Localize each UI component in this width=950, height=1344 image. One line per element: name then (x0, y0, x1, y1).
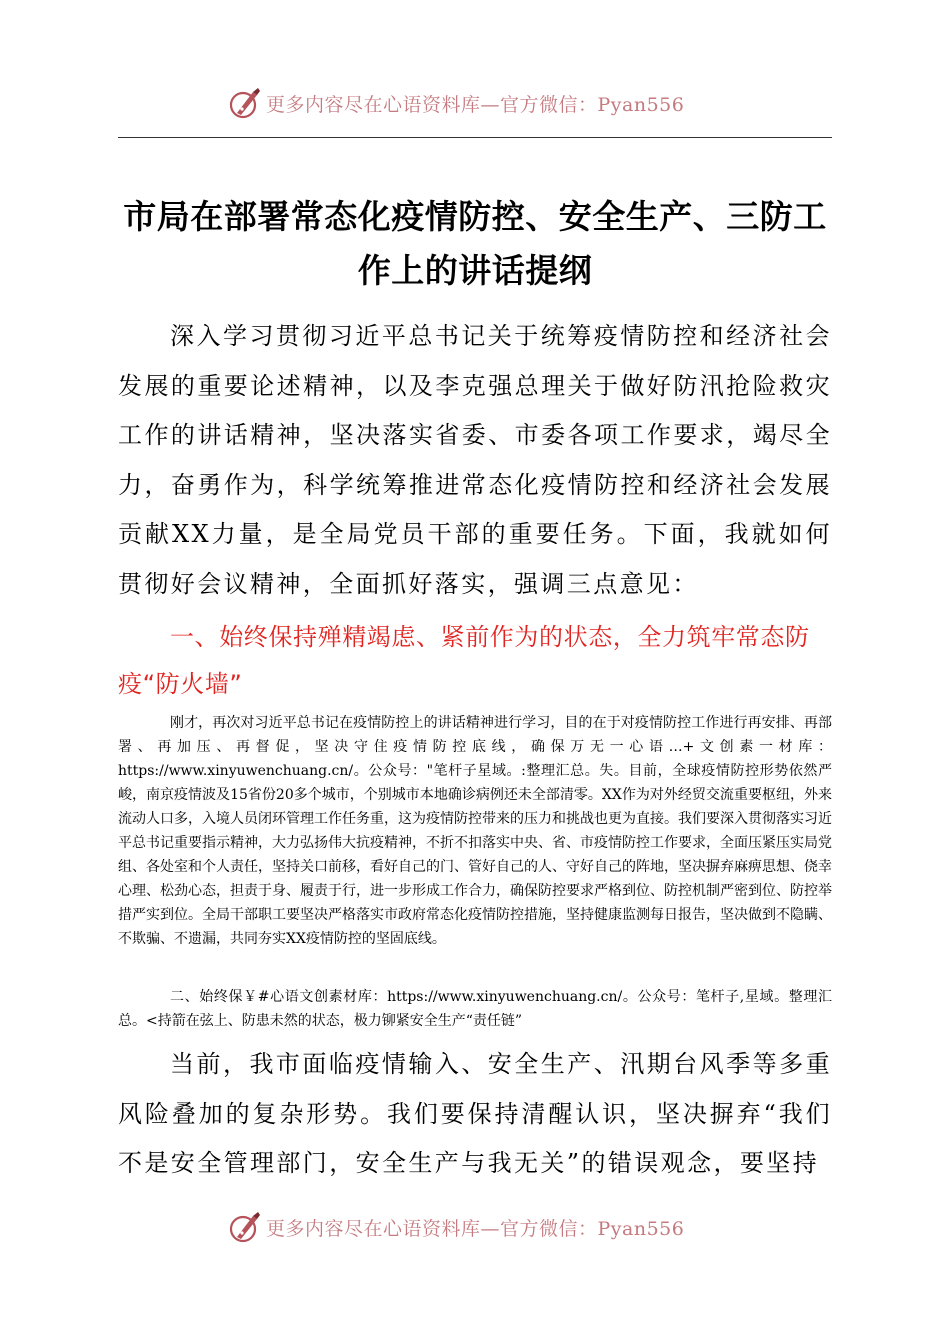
pen-nib-logo-icon (228, 86, 262, 120)
footer-banner (228, 1209, 722, 1245)
footer-banner-text: 更多内容尽在心语资料库—官方微信：Pyan556 (266, 1217, 685, 1240)
pen-nib-logo-icon (228, 1210, 262, 1244)
body-paragraph-large: 当前，我市面临疫情输入、安全生产、汛期台风季等多重风险叠加的复杂形势。我们要保持清醒认识，坚决摒弃“我们不是安全管理部门，安全生产与我无关”的错误观念，要坚持 (118, 1050, 832, 1177)
body-paragraph-small-2: 二、始终保￥#心语文创素材库：https://www.xinyuwenchuang.cn/。公众号：笔杆子,星域。整理汇总。<持箭在弦上、防患未然的状态，极力铆紧安全生产“责任链” (118, 989, 832, 1029)
section-heading-1: 一、始终保持殚精竭虑、紧前作为的状态，全力筑牢常态防疫“防火墙” (118, 623, 810, 698)
intro-paragraph: 深入学习贯彻习近平总书记关于统筹疫情防控和经济社会发展的重要论述精神，以及李克强总理关于做好防汛抢险救灾工作的讲话精神，坚决落实省委、市委各项工作要求，竭尽全力，奋勇作为，科学统筹推进常态化疫情防控和经济社会发展贡献XX力量，是全局党员干部的重要任务。下面，我就如何贯彻好会议精神，全面抓好落实，强调三点意见： (118, 322, 832, 598)
header-divider (118, 137, 832, 138)
body-paragraph-small-1: 刚才，再次对习近平总书记在疫情防控上的讲话精神进行学习，目的在于对疫情防控工作进行再安排、再部署、再加压、再督促，坚决守住疫情防控底线，确保万无一心语…+文创素一材库：https://www.xinyuwenchuang.cn/。公众号："笔杆子星域。:整理汇总。失。目前，全球疫情防控形势依然严峻，南京疫情波及15省份20多个城市，个别城市本地确诊病例还未全部清零。XX作为对外经贸交流重要枢纽，外来流动人口多，入境人员闭环管理工作任务重，这为疫情防控带来的压力和挑战也更为直接。我们要深入贯彻落实习近平总书记重要指示精神，大力弘扬伟大抗疫精神，不折不扣落实中央、省、市疫情防控工作要求，全面压紧压实局党组、各处室和个人责任，坚持关口前移，看好自己的门、管好自己的人、守好自己的阵地，坚决摒弃麻痹思想、侥幸心理、松劲心态，担责于身、履责于行，进一步形成工作合力，确保防控要求严格到位、防控机制严密到位、防控举措严实到位。全局干部职工要坚决严格落实市政府常态化疫情防控措施，坚持健康监测每日报告，坚决做到不隐瞒、不欺骗、不遗漏，共同夯实XX疫情防控的坚固底线。 (118, 715, 832, 947)
page-title: 市局在部署常态化疫情防控、安全生产、三防工作上的讲话提纲 (123, 197, 827, 290)
header-banner (228, 85, 722, 121)
header-banner-text: 更多内容尽在心语资料库—官方微信：Pyan556 (266, 93, 685, 116)
